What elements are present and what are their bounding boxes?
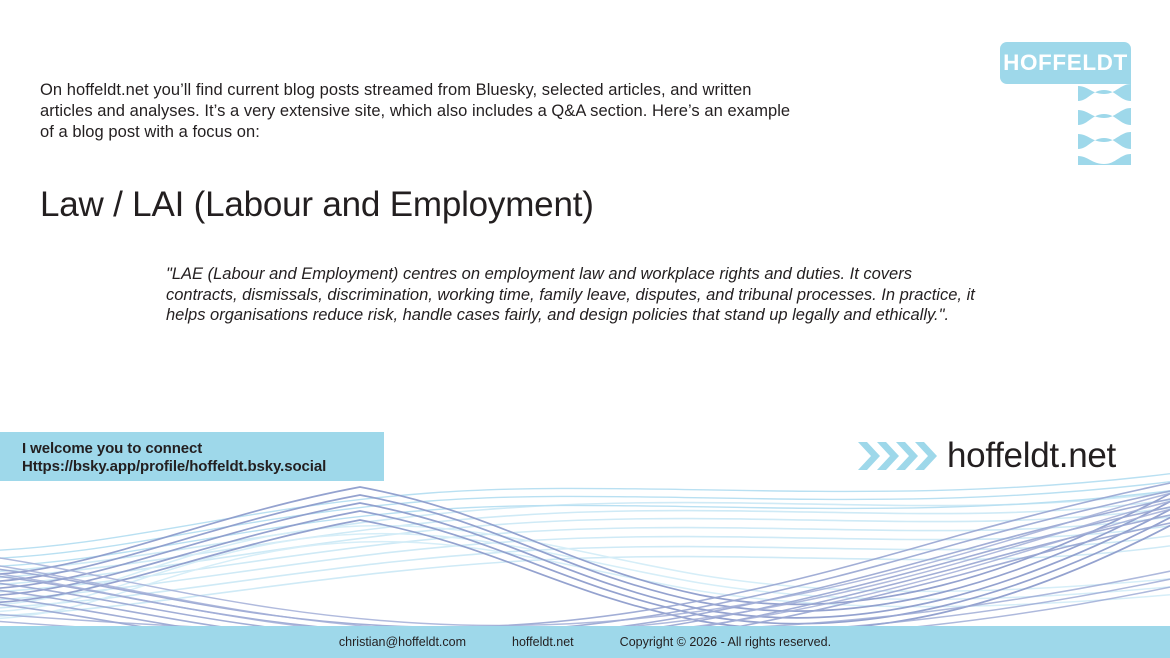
footer-bar — [0, 626, 1170, 658]
site-lockup — [855, 432, 1135, 480]
wave-decoration — [0, 455, 1170, 630]
footer-website[interactable]: hoffeldt.net — [512, 635, 574, 649]
quote-block: "LAE (Labour and Employment) centres on employment law and workplace rights and duties. It covers contracts, dismissals, discrimination, working time, family leave, disputes, and tribunal processes. In practice, it helps organisations reduce risk, handle cases fairly, and design policies that stand up legally and ethically.". — [166, 265, 975, 324]
page-title: Law / LAI (Labour and Employment) — [40, 185, 594, 224]
footer-copyright: Copyright © 2026 - All rights reserved. — [619, 635, 832, 649]
wave-lines-icon — [1078, 80, 1131, 165]
footer-content — [0, 626, 1170, 658]
logo-wordmark: HOFFELDT — [1003, 50, 1128, 75]
double-chevron-right-icon — [858, 441, 940, 471]
intro-paragraph: On hoffeldt.net you’ll find current blog posts streamed from Bluesky, selected articles, and written articles and analyses. It’s a very extensive site, which also includes a Q&A section. Here’s an example of a blog post with a focus on: — [40, 81, 791, 141]
connect-heading: I welcome you to connect — [22, 440, 203, 457]
footer-email[interactable]: christian@hoffeldt.com — [338, 635, 467, 649]
connect-box[interactable] — [0, 432, 384, 481]
bluesky-profile-link[interactable]: Https://bsky.app/profile/hoffeldt.bsky.social — [22, 458, 327, 475]
brand-logo — [1000, 42, 1131, 163]
site-name: hoffeldt.net — [947, 436, 1116, 475]
